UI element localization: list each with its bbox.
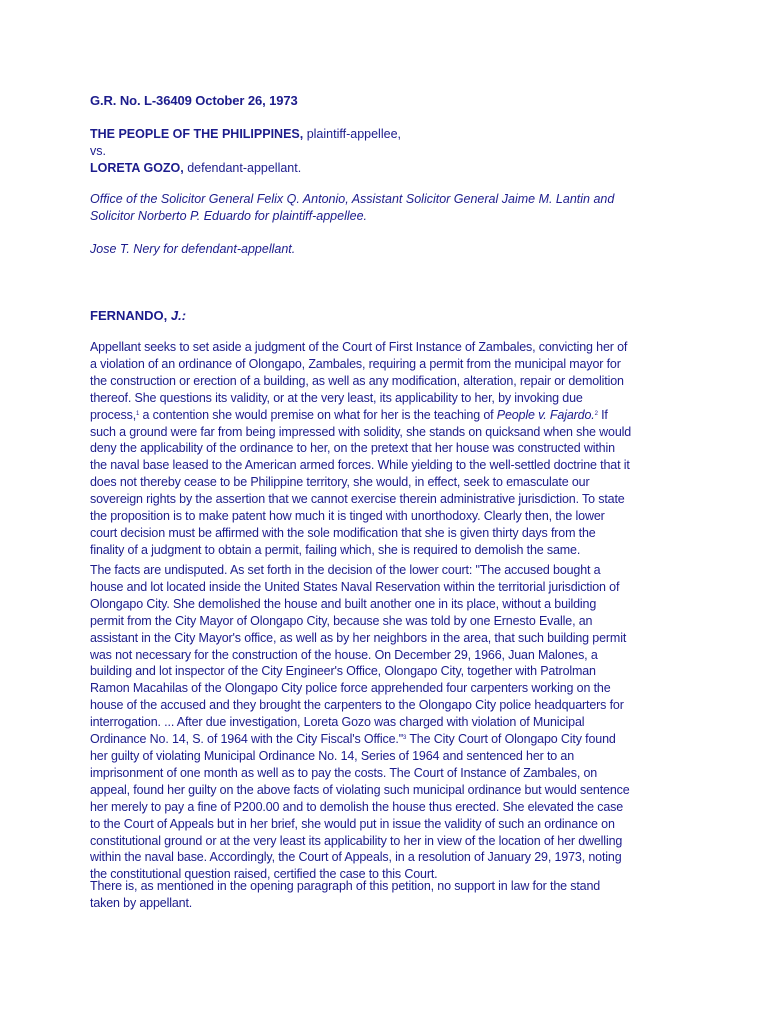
paragraph-line	[90, 731, 692, 748]
paragraph-line: within the naval base. Accordingly, the Court of Appeals, in a resolution of January 29, 1973, noting	[90, 850, 622, 865]
defendant-role: defendant-appellant.	[183, 161, 302, 175]
paragraph-line: constitutional ground or at the very least its applicability to her in view of the location of her dwelling	[90, 833, 623, 848]
case-parties	[90, 126, 690, 177]
paragraph-line: to the Court of Appeals but in her brief, she would put in issue the validity of such an ordinance on	[90, 816, 615, 831]
appellee-counsel-line-1: Office of the Solicitor General Felix Q. Antonio, Assistant Solicitor General Jaime M. Lantin and	[90, 192, 615, 206]
text-segment: The City Court of Olongapo City found	[406, 732, 616, 747]
paragraph-line: her merely to pay a fine of P200.00 and to demolish the house thus erected. She elevated the case	[90, 799, 624, 814]
paragraph-line: The facts are undisputed. As set forth in the decision of the lower court: "The accused bought a	[90, 563, 601, 577]
opinion-paragraph-2	[90, 562, 692, 883]
paragraph-line: taken by appellant.	[90, 895, 193, 910]
paragraph-line: thereof. She questions its validity, or at the very least, its applicability to her, by invoking due	[90, 390, 583, 405]
paragraph-line: building and lot inspector of the City Engineer's Office, Olongapo City, together with Patrolman	[90, 664, 596, 679]
case-citation: People v. Fajardo.	[496, 407, 595, 422]
ponente-heading	[90, 308, 690, 323]
text-segment: If	[597, 407, 608, 422]
opinion-paragraph-1	[90, 339, 692, 559]
paragraph-line: a violation of an ordinance of Olongapo, Zambales, requiring a permit from the municipal mayor for	[90, 356, 621, 371]
paragraph-line: permit from the City Mayor of Olongapo City, because she was told by one Ernesto Evalle, an	[90, 613, 593, 628]
opinion-paragraph-3	[90, 878, 692, 912]
text-segment: a contention she would premise on what for her is the teaching of	[139, 407, 497, 422]
text-segment: process,	[90, 407, 137, 422]
paragraph-line: appeal, found her guilty on the above facts of violating such municipal ordinance but would sentence	[90, 782, 630, 797]
paragraph-line: There is, as mentioned in the opening paragraph of this petition, no support in law for the stand	[90, 879, 601, 893]
paragraph-line: imprisonment of one month as well as to pay the costs. The Court of Instance of Zambales, on	[90, 765, 598, 780]
paragraph-line: interrogation. ... After due investigation, Loreta Gozo was charged with violation of Municipal	[90, 715, 585, 730]
paragraph-line: house of the accused and they brought the carpenters to the Olongapo City police headquarters for	[90, 698, 624, 713]
case-number-heading: G.R. No. L-36409 October 26, 1973	[90, 93, 298, 108]
footnote-ref-2[interactable]: 2	[594, 410, 598, 417]
defendant-name: LORETA GOZO,	[90, 161, 184, 175]
footnote-ref-1[interactable]: 1	[136, 410, 140, 417]
text-segment: Ordinance No. 14, S. of 1964 with the City Fiscal's Office."	[90, 732, 404, 747]
defendant-line	[90, 160, 690, 177]
paragraph-line: the construction or erection of a building, as well as any modification, alteration, repair or demolition	[90, 373, 624, 388]
appellee-counsel	[90, 191, 690, 225]
paragraph-line: house and lot located inside the United States Naval Reservation within the territorial jurisdiction of	[90, 579, 620, 594]
paragraph-line: such a ground were far from being impressed with solidity, she stands on quicksand when she would	[90, 424, 632, 439]
footnote-ref-3[interactable]: 3	[403, 735, 407, 742]
plaintiff-role: plaintiff-appellee,	[303, 127, 401, 141]
paragraph-line: the constitutional question raised, certified the case to this Court.	[90, 867, 438, 882]
paragraph-line: her guilty of violating Municipal Ordinance No. 14, Series of 1964 and sentenced her to an	[90, 748, 575, 763]
paragraph-line: deny the applicability of the ordinance to her, on the pretext that her house was constructed within	[90, 441, 615, 456]
paragraph-line: finality of a judgment to obtain a permit, failing which, she is required to demolish the same.	[90, 542, 581, 557]
paragraph-line: the naval base leased to the American armed forces. While yielding to the well-settled doctrine that it	[90, 458, 630, 473]
paragraph-line: assistant in the City Mayor's office, as well as by her neighbors in the area, that such building permit	[90, 630, 627, 645]
plaintiff-line	[90, 126, 690, 143]
plaintiff-name: THE PEOPLE OF THE PHILIPPINES,	[90, 127, 304, 141]
paragraph-line: sovereign rights by the assertion that we cannot exercise therein administrative jurisdiction. To state	[90, 492, 625, 507]
paragraph-line: Ramon Macahilas of the Olongapo City police force apprehended four carpenters working on the	[90, 681, 611, 696]
versus-line: vs.	[90, 144, 106, 158]
paragraph-line: was not necessary for the construction of the house. On December 29, 1966, Juan Malones, a	[90, 647, 598, 662]
paragraph-line: Appellant seeks to set aside a judgment of the Court of First Instance of Zambales, convicting her of	[90, 340, 628, 354]
paragraph-line: does not thereby cease to be Philippine territory, she would, in effect, seek to emasculate our	[90, 475, 590, 490]
ponente-title: J.:	[170, 308, 187, 323]
ponente-name: FERNANDO,	[90, 308, 171, 323]
paragraph-line: court decision must be affirmed with the sole modification that she is given thirty days from the	[90, 525, 596, 540]
paragraph-line	[90, 407, 692, 424]
paragraph-line: the proposition is to make patent how much it is tinged with unorthodoxy. Clearly then, the lower	[90, 509, 605, 524]
paragraph-line: Olongapo City. She demolished the house and built another one in its place, without a building	[90, 596, 597, 611]
appellant-counsel: Jose T. Nery for defendant-appellant.	[90, 242, 296, 256]
appellee-counsel-line-2: Solicitor Norberto P. Eduardo for plaintiff-appellee.	[90, 209, 368, 223]
